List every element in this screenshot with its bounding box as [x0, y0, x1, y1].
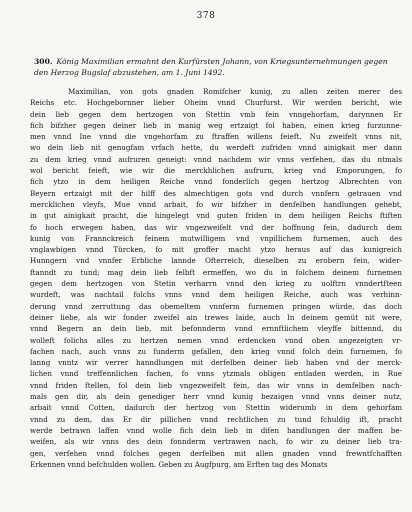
body-line: lanng vnntz wir verrer hanndlungen mit derfelben deiner lieb haben vnd der merck-: [30, 358, 402, 368]
body-line: vnnd friden ftellen, fol dein lieb vngezweifelt fein, das wir vnns in demfelben nach-: [30, 380, 402, 390]
body-line: Beyern ertzaigt mit der hilff des almechtigen gots vnd durch vnnfern getrauen vnd: [30, 188, 402, 198]
body-line: fich ytzo in dem heiligen Reiche vnnd fonderlich gegen hertzog Albrechten von: [30, 177, 402, 187]
section-number: 300.: [34, 57, 53, 66]
section-heading: [34, 56, 402, 78]
body-line: vnnd zu dem, das Er dir pillichen vnnd rechtlichen zu tund fchuldig ift, pracht: [30, 414, 402, 424]
body-line: vnglawbigen vnnd Türcken, fo mit groffer macht ytzo heraus auf das kunigreich: [30, 245, 402, 255]
page-number: 378: [196, 11, 216, 21]
body-line: fich bifzher gegen deiner lieb in manig weg ertzaigt fol haben, einen krieg furzunne-: [30, 120, 402, 130]
body-line: Hunngern vnd vnnfer Erbliche lannde Ofterreich, dieselben zu erobern fein, wider-: [30, 256, 402, 266]
body-line: fo hoch erwegen haben, das wir vngezweifelt vnd der hoffnung fein, dadurch dem: [30, 222, 402, 232]
body-line: mals gen dir, als dein genediger herr vnnd kunig bezaigen vnnd vnns deiner nutz,: [30, 392, 402, 402]
body-line: wolleft folichs alles zu hertzen nemen vnnd erdencken vnnd oben angezeigten vr-: [30, 335, 402, 345]
body-line: deiner liebe, als wir fonder zweifel ain trewes laide, auch In deinem gemüt nit were,: [30, 312, 402, 322]
body-line: gegen dem hertzogen von Stetin verharrn vnnd den krieg zu uolftrn vnndertfteen: [30, 279, 402, 289]
body-line: dein lieb gegen dem hertzogen von Stettin vmb fein vnngehorfam, darynnen Er: [30, 109, 402, 119]
body-line: gen, verfehen vnnd folches gegen derfelben mit allen gnaden vnnd frewntfchafften: [30, 448, 402, 458]
body-line: mercklichen vleyfs, Mue vnnd arbait, fo wir bifzher in denfelben handlungen gehebt,: [30, 199, 402, 209]
body-line: vnnd Begern an dein lieb, mit befonnderm vnnd ernnftlichem vleyffe bittennd, du: [30, 324, 402, 334]
body-line: Reichs etc. Hochgebornner lieber Oheim vnnd Churfurst. Wir werden bericht, wie: [30, 98, 402, 108]
body-line: ftanndt zu tund; mag dein lieb felbft ermeffen, wo du in folchem deinem furnemen: [30, 267, 402, 277]
body-line: in gut ainigkait pracht, die hingelegt vnd guten friden in dem heiligen Reichs ftiften: [30, 211, 402, 221]
body-line: Erkennen vnnd befchulden wollen. Geben zu Augfpurg, am Erften tag des Monats: [30, 459, 328, 469]
body-line: fachen nach, auch vnns zu funderm gefallen, den krieg vnnd folch dein furnemen, fo: [30, 346, 402, 356]
body-line: kunig von Frannckreich feinem mutwilligem vnd vnpillichem furnemen, auch des: [30, 233, 402, 243]
body-line: arbait vnnd Cotten, dadurch der hertzog von Stettin widerumb in dem gehorfam: [30, 403, 402, 413]
body-line: men vnnd Ine vnnd die vngehorfam zu ftraffen willens feieft. Nu zweifelt vnns nit,: [30, 132, 402, 142]
letter-body: [30, 86, 402, 470]
section-title: König Maximilian ermahnt den Kurfürsten Johann, von Kriegsunternehmungen gegen den Herzog Bugslaf abzustehen, am 1. Juni 1492.: [34, 57, 388, 77]
body-line: wurdeft, was nachtail folchs vnns vnnd dem heiligen Reiche, auch was verhinn-: [30, 290, 402, 300]
body-line: wo dein lieb nit genugfam vrfach hette, du werdeft zufriden vnnd ainigkait mer dann: [30, 143, 402, 153]
body-line: werde betrawn laffen vnnd wolle fich dein lieb in difen handlungen der maffen be-: [30, 425, 402, 435]
body-line: derung vnnd zerruttung das obemeltem vnnferm furnemen pringen würde, das doch: [30, 301, 402, 311]
body-line: weifen, als wir vnns des dein fonnderm vertrawen nach, fo wir zu deiner lieb tra-: [30, 437, 402, 447]
body-line: lichen vnnd treffennlichen fachen, fo vnns ytzmals obligen entladen werden, in Rue: [30, 369, 402, 379]
body-line: wol bericht feieft, wie wir die merckhlichen aufrurn, krieg vnd Emporungen, fo: [30, 166, 402, 176]
body-line: zu dem krieg vnnd aufruren geneigt: vnnd nachdem wir vnns verfehen, das du ntmals: [30, 154, 402, 164]
body-line: Maximilian, von gots gnaden Romifcher kunig, zu allen zeiten merer des: [68, 87, 402, 96]
